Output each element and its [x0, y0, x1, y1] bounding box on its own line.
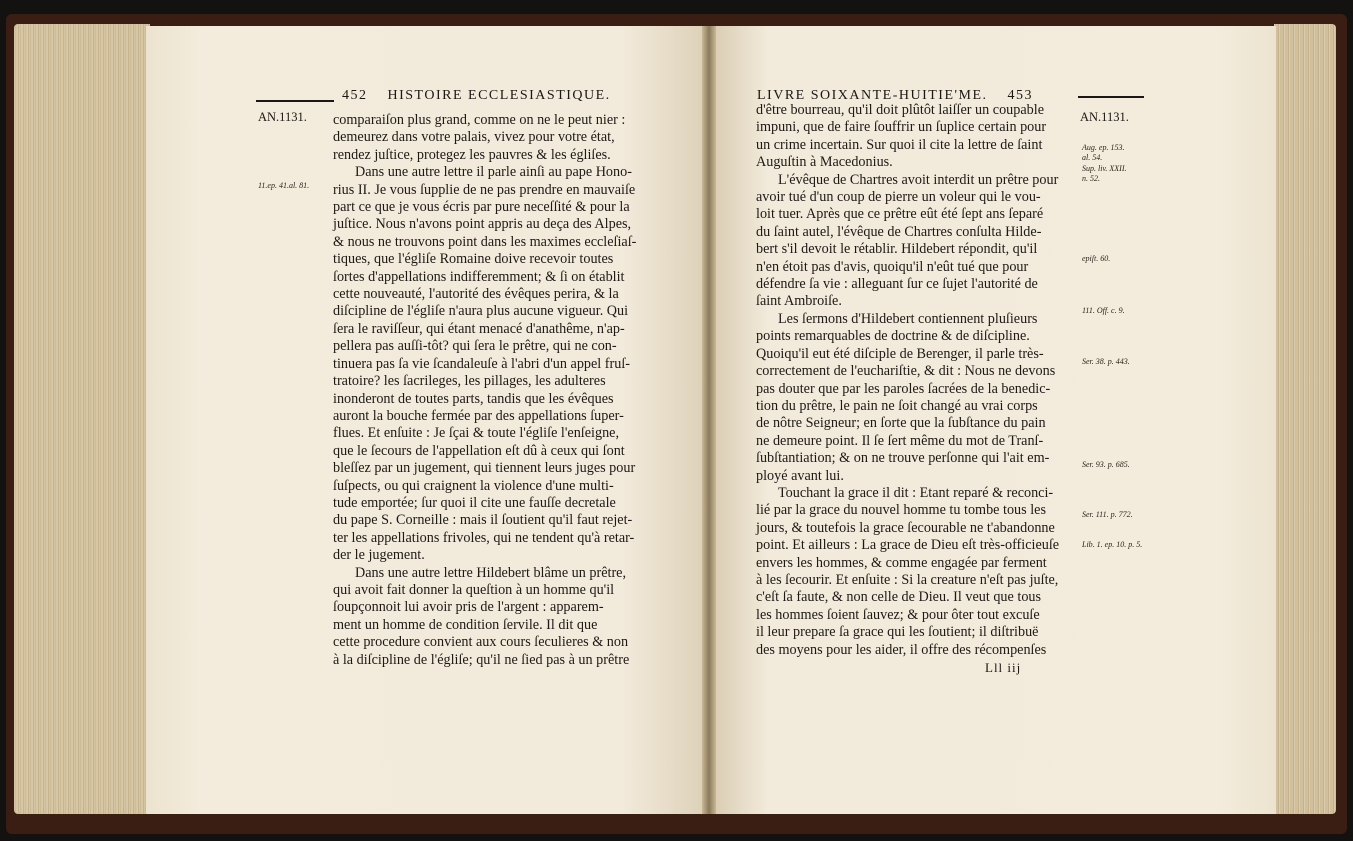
text-line: à la diſcipline de l'égliſe; qu'il ne ſied pas à un prêtre: [333, 651, 630, 668]
margin-note: 11.ep. 41.al. 81.: [258, 181, 310, 191]
margin-note: Ser. 93. p. 685.: [1082, 459, 1130, 469]
text-line: diſcipline de l'égliſe n'aura plus aucune vigueur. Qui: [333, 303, 629, 320]
text-line: un crime incertain. Sur quoi il cite la lettre de ſaint: [756, 136, 1043, 153]
text-line: envers les hommes, & comme engagée par ferment: [756, 554, 1047, 571]
book-gutter: [702, 26, 716, 814]
text-line: juſtice. Nous n'avons point appris au deça des Alpes,: [333, 216, 632, 233]
margin-note: n. 52.: [1082, 174, 1100, 184]
text-line: jours, & toutefois la grace ſecourable ne t'abandonne: [756, 519, 1055, 536]
right-running-title: LIVRE SOIXANTE-HUITIE'ME.: [757, 88, 988, 103]
text-line: comparaiſon plus grand, comme on ne le peut nier :: [333, 112, 626, 128]
text-line: Auguſtin à Macedonius.: [756, 154, 893, 171]
text-line: point. Et ailleurs : La grace de Dieu eſt très-officieuſe: [756, 537, 1060, 554]
text-line: demeurez dans votre palais, vivez pour votre état,: [333, 129, 615, 146]
page-edges-right: [1274, 24, 1336, 814]
left-header-rule: [256, 100, 334, 102]
margin-note: Ser. 111. p. 772.: [1082, 509, 1133, 519]
text-line: auront la bouche fermée par des appellations ſuper-: [333, 407, 624, 424]
text-line: tiques, que l'égliſe Romaine doive recevoir toutes: [333, 251, 614, 268]
right-body-text: [756, 102, 1074, 659]
signature-mark: Lll iij: [985, 660, 1022, 675]
page-edges-left: [14, 24, 150, 814]
text-line: inonderont de toutes parts, tandis que les évêques: [333, 390, 614, 407]
text-line: L'évêque de Chartres avoit interdit un prêtre pour: [778, 171, 1059, 188]
text-line: les hommes ſoient ſauvez; & pour ôter tout excuſe: [756, 606, 1040, 623]
right-header-rule: [1078, 96, 1144, 98]
margin-note: al. 54.: [1082, 153, 1103, 163]
text-line: ſubſtantiation; & on ne trouve perſonne qui l'ait em-: [756, 450, 1050, 467]
text-line: bert s'il devoit le rétablir. Hildebert répondit, qu'il: [756, 241, 1038, 258]
margin-note: epiſt. 60.: [1082, 254, 1111, 264]
text-line: rendez juſtice, protegez les pauvres & les égliſes.: [333, 146, 611, 163]
text-line: Quoiqu'il eut été diſciple de Berenger, il parle très-: [756, 345, 1044, 362]
margin-note: 111. Off. c. 9.: [1082, 306, 1125, 316]
text-line: à les ſecourir. Et enſuite : Si la creature n'eſt pas juſte,: [756, 571, 1059, 588]
text-line: bleſſez par un jugement, qui tiennent leurs juges pour: [333, 460, 636, 477]
text-line: d'être bourreau, qu'il doit plûtôt laiſſer un coupable: [756, 102, 1044, 118]
text-line: du ſaint autel, l'évêque de Chartres conſulta Hilde-: [756, 223, 1042, 240]
margin-note: Aug. ep. 153.: [1082, 142, 1125, 152]
text-line: ne demeure point. Il ſe ſert même du mot de Tranſ-: [756, 432, 1044, 449]
text-line: rius II. Je vous ſupplie de ne pas prendre en mauvaiſe: [333, 181, 636, 198]
text-line: Touchant la grace il dit : Etant reparé & reconci-: [778, 484, 1054, 501]
text-line: ſera le raviſſeur, qui étant menacé d'anathême, n'ap-: [333, 320, 625, 337]
margin-note: Sup. liv. XXII.: [1082, 163, 1127, 173]
text-line: pellera pas auſſi-tôt? qui ſera le prêtre, qui ne con-: [333, 338, 617, 355]
right-page-number: 453: [1007, 88, 1034, 103]
right-year-label: AN.1131.: [1080, 110, 1129, 124]
text-line: impuni, que de faire ſouffrir un ſuplice certain pour: [756, 119, 1047, 136]
text-line: cette nouveauté, l'autorité des évêques perira, & la: [333, 286, 619, 303]
text-line: points remarquables de doctrine & de diſcipline.: [756, 328, 1030, 345]
text-line: que le ſecours de l'appellation eſt dû à ceux qui ſont: [333, 442, 625, 459]
text-line: du pape S. Corneille : mais il ſoutient qu'il faut rejet-: [333, 512, 633, 529]
text-line: ſuſpects, ou qui craignent la violence d'une multi-: [333, 477, 614, 494]
text-line: ployé avant lui.: [756, 467, 844, 484]
text-line: tratoire? les ſacrileges, les pillages, les adulteres: [333, 373, 606, 390]
text-line: ment un homme de condition ſervile. Il dit que: [333, 616, 598, 633]
text-line: Les ſermons d'Hildebert contiennent pluſieurs: [778, 310, 1038, 327]
text-line: tinuera pas ſa vie ſcandaleuſe à l'abri d'un appel fruſ-: [333, 355, 631, 372]
text-line: Dans une autre lettre il parle ainſi au pape Hono-: [355, 164, 632, 181]
text-line: Dans une autre lettre Hildebert blâme un prêtre,: [355, 564, 627, 581]
text-line: il leur prepare ſa grace qui les ſoutient; il diſtribuë: [756, 624, 1039, 641]
text-line: n'en étoit pas d'avis, quoiqu'il n'eût tué que pour: [756, 258, 1029, 275]
text-line: des moyens pour les aider, il offre des récompenſes: [756, 641, 1047, 658]
margin-note: Ser. 38. p. 443.: [1082, 356, 1130, 366]
text-line: de nôtre Seigneur; en ſorte que la ſubſtance du pain: [756, 415, 1046, 432]
text-line: der le jugement.: [333, 547, 425, 564]
text-line: qui avoit fait donner la queſtion à un homme qu'il: [333, 581, 615, 598]
left-running-title: HISTOIRE ECCLESIASTIQUE.: [387, 88, 611, 103]
text-line: ſaint Ambroiſe.: [756, 293, 842, 310]
text-line: cette procedure convient aux cours ſeculieres & non: [333, 634, 629, 651]
text-line: ter les appellations frivoles, qui ne tendent qu'à retar-: [333, 529, 635, 546]
text-line: pas douter que par les paroles ſacrées de la benedic-: [756, 380, 1051, 397]
text-line: flues. Et enſuite : Je ſçai & toute l'égliſe l'enſeigne,: [333, 425, 620, 442]
margin-note: Lib. 1. ep. 10. p. 5.: [1082, 539, 1143, 549]
left-year-label: AN.1131.: [258, 110, 307, 124]
text-line: tude emportée; ſur quoi il cite une fauſſe decretale: [333, 494, 616, 511]
left-running-head: [342, 88, 611, 104]
text-line: correctement de l'euchariſtie, & dit : Nous ne devons: [756, 363, 1056, 380]
left-body-text: [333, 112, 681, 669]
left-page-number: 452: [342, 88, 368, 103]
text-line: ſoupçonnoit lui avoir pris de l'argent : apparem-: [333, 599, 604, 616]
text-line: ſortes d'appellations indifferemment; & ſi on établit: [333, 268, 625, 285]
text-line: lié par la grace du nouvel homme tu tombe tous les: [756, 502, 1046, 519]
text-line: tion du prêtre, le pain ne ſoit changé au vrai corps: [756, 397, 1038, 414]
text-line: & nous ne trouvons point dans les maximes eccleſiaſ-: [333, 233, 637, 250]
text-line: part ce que je vous écris par pure neceſſité & pour la: [333, 199, 630, 216]
text-line: loit tuer. Après que ce prêtre eût été ſept ans ſeparé: [756, 206, 1044, 223]
text-line: défendre ſa vie : alleguant ſur ce ſujet l'autorité de: [756, 276, 1038, 293]
text-line: c'eſt ſa faute, & non celle de Dieu. Il veut que tous: [756, 589, 1042, 606]
text-line: avoir tué d'un coup de pierre un voleur qui le vou-: [756, 189, 1041, 206]
